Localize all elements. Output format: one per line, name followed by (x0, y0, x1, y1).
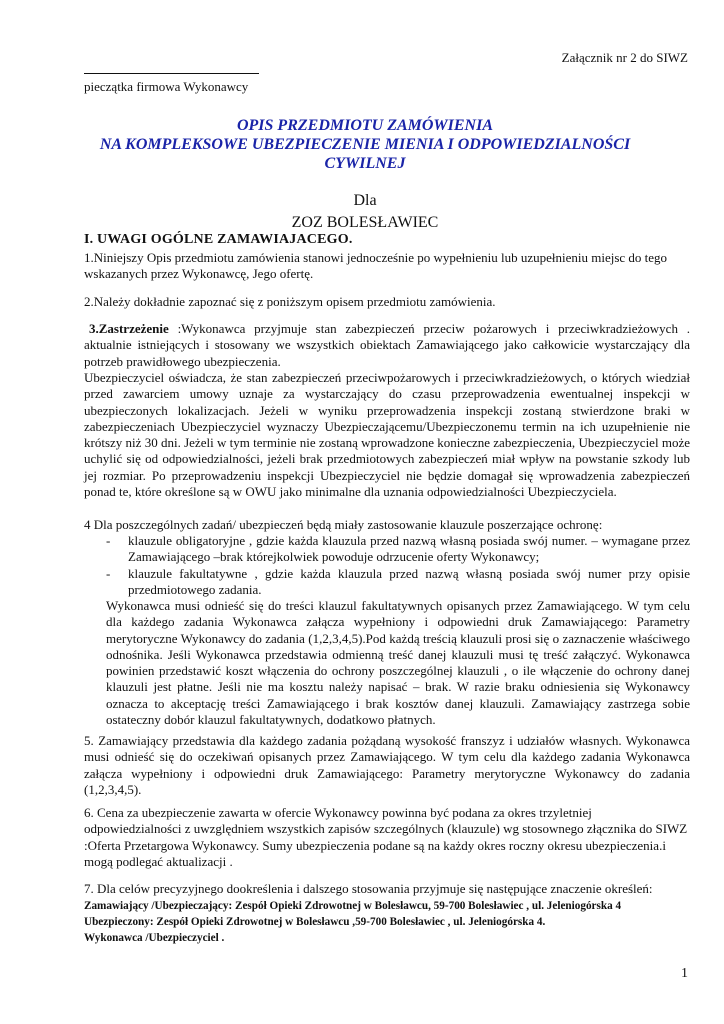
paragraph-7: 7. Dla celów precyzyjnego dookreślenia i dalszego stosowania przyjmuje się następujące znaczenie określeń: (84, 881, 653, 896)
paragraph-4-body: Wykonawca musi odnieść się do treści klauzul fakultatywnych opisanych przez Zamawiającego. W tym celu dla każdego zadania Wykonawca załącza wypełniony i odpowiedni druk Zamawiającego: Parametry merytoryczne Wykonawcy do zadania (1,2,3,4,5).Pod każdą treścią klauzuli prosi się o zaznaczenie właściwego odnośnika. Jeśli Wykonawca przedstawia odmienną treść danej klauzuli musi tę treść załączyć. Wykonawca powinien przedstawić koszt włączenia do ochrony poszczególnej klauzuli , o ile włączenie do ochrony danej klauzuli jest płatne. Jeśli nie ma kosztu należy napisać – brak. W razie braku odniesienia się Wykonawcy oznacza to akceptację treści Zamawiającego i brak kosztów danej klauzuli. Zamawiający zastrzega sobie ostateczny dobór klauzul fakultatywnych, dodatkowo płatnych. (106, 598, 690, 728)
paragraph-3-lead: 3.Zastrzeżenie (89, 321, 169, 336)
paragraph-5: 5. Zamawiający przedstawia dla każdego zadania pożądaną wysokość franszyz i udziałów własnych. Wykonawca musi odnieść się do oczekiwań opisanych przez Zamawiającego. W tym celu dla każdego zadania Wykonawca załącza wypełniony i odpowiedni druk Zamawiającego: Parametry merytoryczne Wykonawcy do zadania (1,2,3,4,5). (84, 733, 690, 797)
paragraph-3 (84, 321, 690, 370)
clause-list (106, 533, 690, 598)
section-heading: I. UWAGI OGÓLNE ZAMAWIAJACEGO. (84, 232, 353, 247)
paragraph-6: 6. Cena za ubezpieczenie zawarta w ofercie Wykonawcy powinna być podana za okres trzyletniej odpowiedzialności z uwzględniem wszystkich zapisów szczególnych (klauzule) wg stosownego złącznika do SIWZ :Oferta Przetargowa Wykonawcy. Sumy ubezpieczenia podane są na każdy okres roczny okresu ubezpieczenia.i mogą podlegać aktualizacji . (84, 805, 688, 869)
paragraph-3-text: :Wykonawca przyjmuje stan zabezpieczeń przeciw pożarowych i przeciwkradzieżowych . aktualnie istniejących i stosowany we wszystkich obiektach Zamawiającego jako całkowicie wystarczający dla potrzeb prawidłowego ubezpieczenia. (84, 321, 690, 369)
list-item-text: klauzule fakultatywne , gdzie każda klauzula przed nazwą własną posiada swój numer przy opisie przedmiotowego zadania. (128, 565, 690, 597)
list-item (106, 566, 690, 599)
list-item (106, 533, 690, 566)
entity-name: ZOZ BOLESŁAWIEC (291, 214, 439, 231)
definition-ordering-party: Zamawiający /Ubezpieczający: Zespół Opieki Zdrowotnej w Bolesławcu, 59-700 Bolesławiec , ul. Jeleniogórska 4 (84, 900, 622, 912)
title-line-1: OPIS PRZEDMIOTU ZAMÓWIENIA (236, 117, 494, 134)
stamp-signature-line (84, 73, 259, 74)
list-bullet: - (106, 533, 111, 548)
paragraph-3-continuation: Ubezpieczyciel oświadcza, że stan zabezpieczeń przeciwpożarowych i przeciwkradzieżowych, o których wiedział przed zawarciem umowy uznaje za wystarczający do czasu przeprowadzenia ewentualnej inspekcji w ubezpieczonych lokalizacjach. Jeżeli w wyniku przeprowadzenia inspekcji zostaną stwierdzone braki w zabezpieczeniach Ubezpieczyciel wyznaczy Ubezpieczającemu/Ubezpieczonemu termin na ich uzupełnienie nie krótszy niż 30 dni. Jeżeli w tym terminie nie zostaną wprowadzone konieczne zabezpieczenia, Ubezpieczyciel może uchylić się od odpowiedzialności, jeżeli brak przedmiotowych zabezpieczeń miał wpływ na powstanie szkody lub jej rozmiar. Po przeprowadzeniu inspekcji Ubezpieczyciel nie będzie domagał się wprowadzenia zabezpieczeń ponad te, które określone są w OWU jako minimalne dla uznania odpowiedzialności Ubezpieczyciela. (84, 370, 690, 500)
title-line-3: CYWILNEJ (324, 155, 406, 172)
paragraph-1: 1.Niniejszy Opis przedmiotu zamówienia stanowi jednocześnie po wypełnieniu lub uzupełnieniu miejsc do tego wskazanych przez Wykonawcę, Jego ofertę. (84, 250, 668, 282)
definition-contractor: Wykonawca /Ubezpieczyciel . (84, 932, 225, 944)
definitions-list (84, 898, 704, 946)
list-item-text: klauzule obligatoryjne , gdzie każda klauzula przed nazwą własną posiada swój numer. – wymagane przez Zamawiającego –brak którejkolwiek powoduje odrzucenie oferty Wykonawcy; (128, 533, 690, 565)
paragraph-2: 2.Należy dokładnie zapoznać się z poniższym opisem przedmiotu zamówienia. (84, 294, 496, 309)
page-number: 1 (681, 966, 688, 981)
annex-label: Załącznik nr 2 do SIWZ (561, 50, 688, 65)
title-line-2: NA KOMPLEKSOWE UBEZPIECZENIE MIENIA I ODPOWIEDZIALNOŚCI (99, 136, 631, 153)
stamp-caption: pieczątka firmowa Wykonawcy (84, 79, 249, 94)
definition-insured: Ubezpieczony: Zespół Opieki Zdrowotnej w Bolesławcu ,59-700 Bolesławiec , ul. Jeleniogórska 4. (84, 916, 546, 928)
document-title (60, 116, 670, 173)
for-label: Dla (353, 192, 377, 209)
paragraph-4-intro: 4 Dla poszczególnych zadań/ ubezpieczeń będą miały zastosowanie klauzule poszerzające ochronę: (84, 517, 603, 532)
list-bullet: - (106, 565, 111, 581)
